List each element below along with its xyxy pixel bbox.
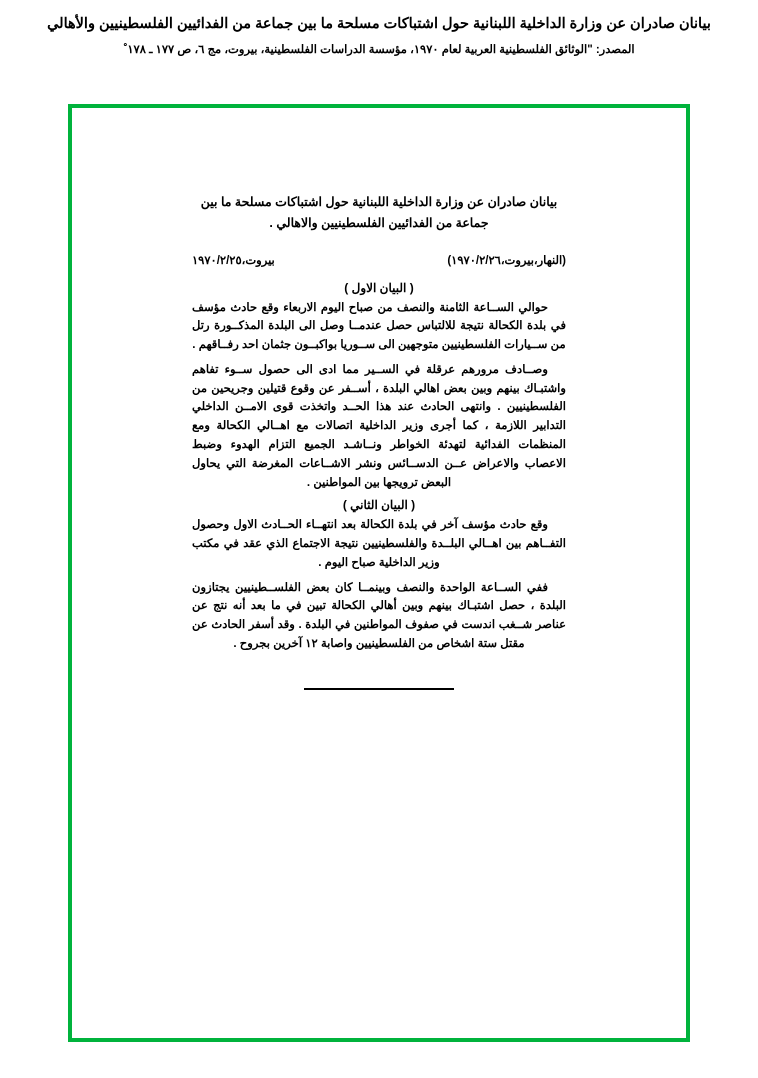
- document-body: [72, 192, 686, 690]
- paragraph: ففي الســاعة الواحدة والنصف وبينمــا كان بعض الفلســطينيين يجتازون البلدة ، حصل اشتبـاك بينهم وبين أهالي الكحالة تبين في ما بعد أنه نتج عن عناصر شــغب اندست في صفوف المواطنين في البلدة . وقد أسفر الحادث عن مقتل ستة اشخاص من الفلسطينيين واصابة ١٢ آخرين بجروح .: [192, 580, 566, 650]
- article-title: بيانان صادران عن وزارة الداخلية اللبنانية حول اشتباكات مسلحة ما بين جماعة من الفدائيين الفلسطينيين والاهالي .: [200, 195, 558, 231]
- paragraph: وقع حادث مؤسف آخر في بلدة الكحالة بعد انتهــاء الحــادث الاول وحصول التفــاهم بين اهــالي البلــدة والفلسطينيين نتيجة الاجتماع الذي عقد في مكتب وزير الداخلية صباح اليوم .: [192, 518, 566, 569]
- paragraph: وصــادف مرورهم عرقلة في الســير مما ادى الى حصول ســوء تفاهم واشتبـاك بينهم وبين بعض اهالي البلدة ، أســفر عن وقوع قتيلين وجريحين من الفلسطينيين . وانتهى الحادث عند هذا الحــد واتخذت قوى الامــن الداخلي التدابير اللازمة ، كما أجرى وزير الداخلية اتصالات مع اهــالي الكحالة ومع المنظمات الفدائية لتهدئة الخواطر ونــاشـد الجميع التزام الهدوء وضبط الاعصاب والاعراض عــن الدســائس ونشر الاشــاعات المغرضة التي يحاول البعض ترويجها بين المواطنين .: [192, 362, 566, 489]
- dateline-publication: (النهار،بيروت،١٩٧٠/٢/٢٦): [447, 254, 566, 267]
- document-page-frame: [68, 104, 690, 1042]
- dateline-place-date: بيروت،١٩٧٠/٢/٢٥: [192, 254, 275, 267]
- source-citation: المصدر: "الوثائق الفلسطينية العربية لعام ١٩٧٠، مؤسسة الدراسات الفلسطينية، بيروت، مج ٦، ص ١٧٧ ـ ١٧٨ ْ: [123, 43, 635, 56]
- section-heading-1: ( البيان الاول ): [344, 280, 414, 295]
- horizontal-rule: [304, 688, 454, 690]
- section-heading-2: ( البيان الثاني ): [342, 498, 416, 513]
- dateline: [192, 253, 566, 267]
- document-header: [0, 0, 758, 59]
- page-title: بيانان صادران عن وزارة الداخلية اللبنانية حول اشتباكات مسلحة ما بين جماعة من الفدائيين الفلسطينيين والأهالي: [47, 16, 711, 32]
- paragraph: حوالي الســاعة الثامنة والنصف من صباح اليوم الاربعاء وقع حادث مؤسف في بلدة الكحالة نتيجة للالتباس حصل عندمــا وصل الى البلدة المذكــورة رتل من ســيارات الفلسطينيين متوجهين الى ســوريا بواكبــون جثمان احد رفــاقهم .: [192, 300, 566, 352]
